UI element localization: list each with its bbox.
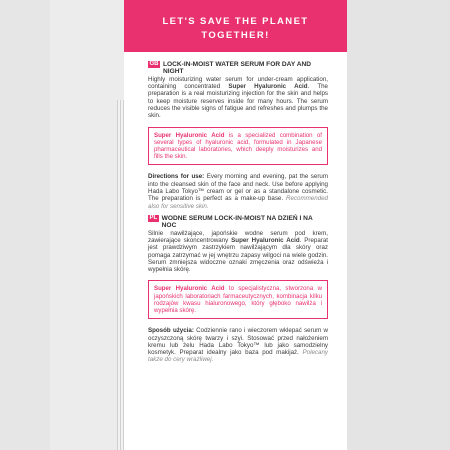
gb-language-badge: GB [149, 61, 159, 67]
gb-description: Highly moisturizing water serum for under-cream application, containing concentrated Super Hyaluronic Acid. The preparation is a real moisturizing injection for the skin and helps to keep moisture reserves inside for many hours. The serum reduces the visible signs of fatigue and refreshes and plumps the skin. [148, 75, 328, 120]
pl-hyaluronic-info-box: Super Hyaluronic Acid to specjalistyczna, stworzona w japońskich laboratoriach farmaceutycznych, kombinacja kilku rodzajów kwasu hialuronowego, który głęboko nawilża i wypełnia skórę. [148, 280, 328, 319]
slogan-line-1: LET'S SAVE THE PLANET [162, 16, 309, 27]
gb-title: LOCK-IN-MOIST WATER SERUM FOR DAY AND NIGHT [163, 61, 311, 76]
box-edge-stripes [117, 100, 124, 450]
slogan-line-2: TOGETHER! [201, 30, 270, 41]
pl-directions: Sposób użycia: Codziennie rano i wieczorem wklepać serum w oczyszczoną skórę twarzy i szyi. Stosować przed nałożeniem kremu lub żelu Hada Labo Tokyo™ lub jako samodzielny kosmetyk. Preparat idealny jako baza pod makijaż. Polecany także do cery wrażliwej. [148, 327, 328, 364]
pl-heading [148, 215, 328, 230]
pl-title: WODNE SERUM LOCK-IN-MOIST NA DZIEŃ I NA NOC [161, 214, 313, 230]
slogan-banner [124, 0, 347, 52]
background-left [0, 0, 50, 450]
pl-note: Polecany także do cery wrażliwej. [148, 349, 328, 364]
slogan-text [162, 15, 308, 43]
gb-heading [148, 61, 328, 76]
background-right [347, 0, 450, 450]
gb-hyaluronic-info-box: Super Hyaluronic Acid is a specialized combination of several types of hyaluronic acid, formulated in Japanese pharmaceutical laboratories, which deeply moisturizes and fills the skin. [148, 127, 328, 166]
gb-directions: Directions for use: Every morning and evening, pat the serum into the cleansed skin of the face and neck. Use before applying Hada Labo Tokyo™ cream or gel or as a standalone cosmetic. The preparation is perfect as a make-up base. Recommended also for sensitive skin. [148, 173, 328, 210]
label-text-content [148, 57, 328, 364]
pl-description: Silnie nawilżające, japońskie wodne serum pod krem, zawierające skoncentrowany Super Hyaluronic Acid. Preparat jest prawdziwym zastrzykiem nawilżającym dla skóry oraz pomaga zatrzymać w jej wnętrzu zapasy wilgoci na wiele godzin. Serum zmniejsza widoczne oznaki zmęczenia oraz odświeża i wypełnia skórę. [148, 229, 328, 274]
gb-note: Recommended also for sensitive skin. [148, 195, 328, 210]
pl-language-badge: PL [149, 214, 158, 221]
